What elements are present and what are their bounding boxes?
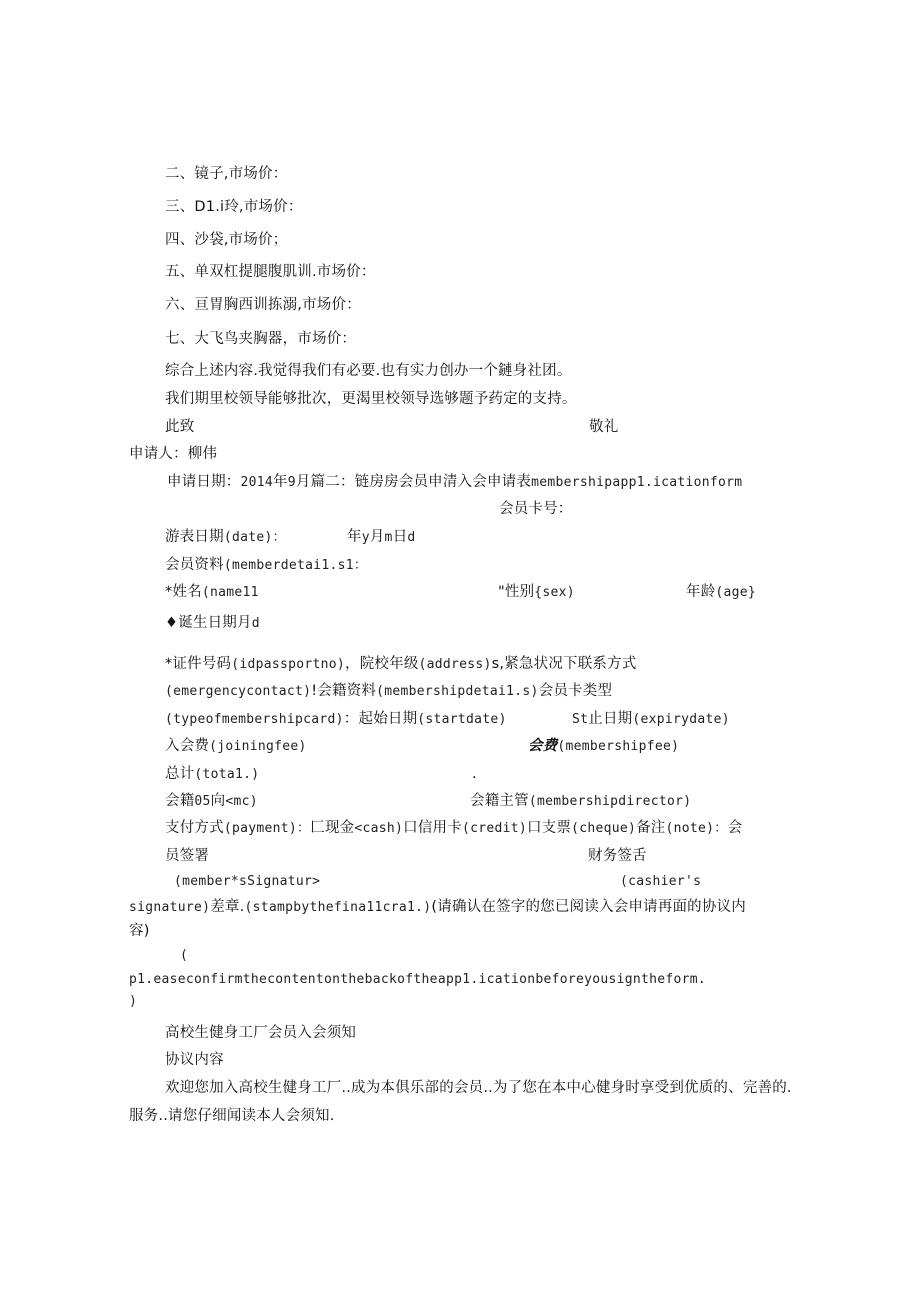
confirm-close-paren: ) <box>129 994 138 1009</box>
applicant: 申请人：柳伟 <box>129 446 218 462</box>
list-item: 六、亘胃胸西训拣溺,市场价： <box>165 297 361 313</box>
list-item: 五、单双杠提腿腹肌训.市场价： <box>165 264 376 280</box>
member-card-number-label: 会员卡号： <box>499 501 573 517</box>
birth-date-field: ♦诞生日期月d <box>165 615 260 631</box>
cashier-signature-en: (cashier's <box>620 874 702 889</box>
name-field: *姓名(name11 <box>165 584 259 600</box>
total-dot: . <box>472 766 477 782</box>
confirm-text: p1.easeconfirmthecontentonthebackoftheapp1.icationbeforeyousigntheform. <box>129 972 706 987</box>
agreement-heading: 协议内容 <box>165 1052 224 1068</box>
closing-salutation: 此致 <box>165 419 195 435</box>
membership-fee-field: 会费(membershipfee) <box>528 738 680 754</box>
summary-paragraph: 综合上述内容.我觉得我们有必要.也有实力创办一个鏈身社团。 <box>165 363 572 379</box>
stamp-line: signature)差章.(stampbythefina11cra1.)(请确认在签字的您已阅读入会申请再面的协议内 <box>129 899 746 915</box>
total-field: 总计(tota1.) <box>165 766 260 782</box>
consultant-field: 会籍05向<mc) <box>165 793 258 809</box>
confirm-open-paren: ( <box>180 948 189 963</box>
notice-title: 高校生健身工厂会员入会须知 <box>165 1025 357 1041</box>
sex-field: "性别{sex) <box>498 584 575 600</box>
cashier-signature-label: 财务签舌 <box>588 848 647 864</box>
list-item: 三、D1.i玲,市场价： <box>165 199 303 215</box>
list-item: 四、沙袋,市场价； <box>165 232 288 248</box>
card-type-line: (typeofmembershipcard)：起始日期(startdate) <box>165 711 507 727</box>
form-date-line: 游表日期(date)： <box>165 529 286 545</box>
joining-fee-field: 入会费(joiningfee) <box>165 738 307 754</box>
emergency-line: (emergencycontact)!会籍资料(membershipdetai1.s)会员卡类型 <box>165 683 613 699</box>
form-date-fields: 年y月m日d <box>347 529 416 545</box>
director-field: 会籍主管(membershipdirector) <box>470 793 692 809</box>
member-details-heading: 会员资料(memberdetai1.s1： <box>165 557 368 573</box>
summary-paragraph: 我们期里校领导能够批次，更渴里校领导选够题予药定的支持。 <box>165 391 577 407</box>
member-signature-label: 员签署 <box>165 848 210 864</box>
welcome-paragraph-continued: 服务..请您仔细闻读本人会须知. <box>129 1108 335 1124</box>
expiry-date-field: St止日期(expirydate) <box>572 711 730 727</box>
apply-date-line: 申请日期：2014年9月篇二：链房房会员申清入会申请表membershipapp1.icationform <box>167 474 743 490</box>
stamp-line-continued: 容) <box>129 923 150 939</box>
payment-line: 支付方式(payment)：匚现金<cash)口信用卡(credit)口支票(cheque)备注(note)：会 <box>165 820 743 836</box>
list-item: 七、大飞鸟夹胸器，市场价： <box>165 331 357 347</box>
member-signature-en: (member*sSignatur> <box>174 874 321 889</box>
closing-regards: 敬礼 <box>589 419 619 435</box>
id-line: *证件号码(idpassportno)，院校年级(address)s,紧急状况下联系方式 <box>165 656 637 672</box>
age-field: 年龄(age} <box>686 584 757 600</box>
welcome-paragraph: 欢迎您加入高校生健身工厂..成为本俱乐部的会员..为了您在本中心健身时享受到优质的、完善的. <box>165 1080 792 1096</box>
list-item: 二、镜子,市场价： <box>165 166 288 182</box>
